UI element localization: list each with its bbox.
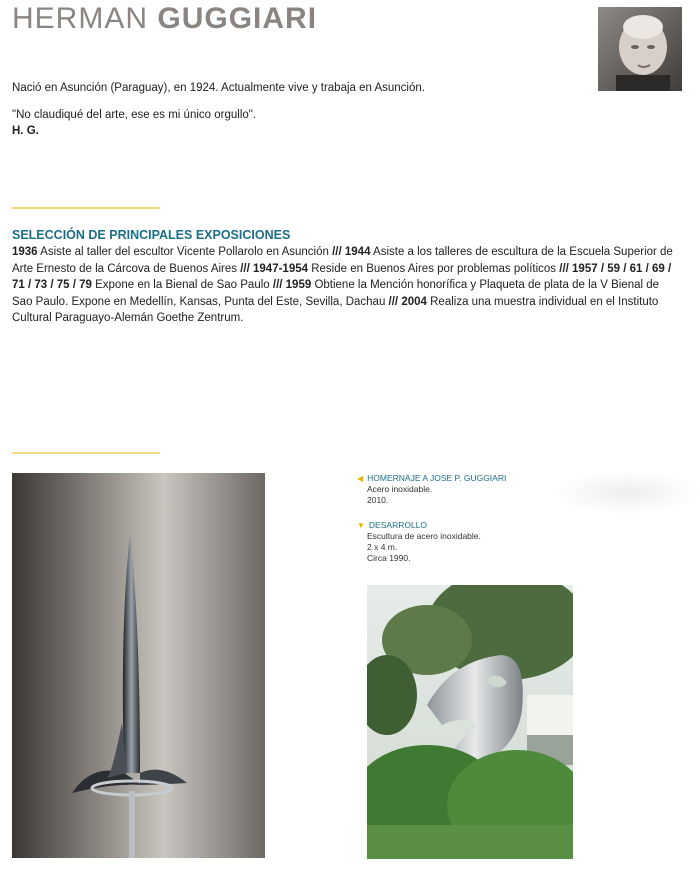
divider bbox=[12, 452, 160, 454]
artist-portrait-photo bbox=[598, 7, 682, 91]
scan-smudge bbox=[552, 470, 700, 515]
exhibition-text: Asiste al taller del escultor Vicente Pollarolo en Asunción bbox=[37, 246, 333, 258]
exhibition-year: 1947-1954 bbox=[249, 262, 309, 275]
caption-homenaje bbox=[357, 473, 506, 506]
exhibition-year: 1959 bbox=[282, 279, 312, 291]
exhibition-text: Obtiene la Mención honorífica y Plaqueta de plata de la V Bienal de Sao Paulo. Expone en Medellín, Kansas, Punta del Este, Sevilla, Dachau bbox=[12, 279, 660, 308]
sculpture-photo-homenaje bbox=[12, 473, 265, 858]
caption-desarrollo bbox=[357, 520, 481, 564]
exhibition-text: Expone en la Bienal de Sao Paulo bbox=[91, 279, 273, 291]
artist-first-name: HERMAN bbox=[12, 2, 149, 35]
caption-line: Circa 1990. bbox=[367, 553, 411, 563]
caption-line: Escultura de acero inoxidable. bbox=[367, 531, 481, 541]
quote-signature: H. G. bbox=[12, 125, 39, 137]
separator: /// bbox=[272, 279, 283, 291]
caption-line: Acero inoxidable. bbox=[367, 484, 433, 494]
exhibition-year: 2004 bbox=[398, 295, 427, 308]
birth-text: Nació en Asunción (Paraguay), en 1924. Actualmente vive y trabaja en Asunción. bbox=[12, 82, 425, 94]
separator: /// bbox=[240, 262, 250, 275]
caption-arrow-icon: ▼ bbox=[357, 521, 365, 530]
separator: /// bbox=[559, 262, 569, 275]
page-title bbox=[12, 2, 317, 36]
caption-title: DESARROLLO bbox=[368, 520, 428, 530]
separator: /// bbox=[332, 246, 342, 258]
separator: /// bbox=[388, 295, 399, 308]
caption-line: 2010. bbox=[367, 495, 389, 505]
caption-title: HOMERNAJE A JOSE P. GUGGIARI bbox=[367, 473, 507, 483]
quote-text: "No claudiqué del arte, ese es mi único orgullo". bbox=[12, 109, 257, 121]
exhibitions-text bbox=[12, 244, 680, 327]
sculpture-photo-desarrollo bbox=[367, 585, 573, 859]
caption-arrow-icon: ◀ bbox=[357, 474, 364, 483]
exhibition-year: 1944 bbox=[341, 246, 371, 258]
section-title: SELECCIÓN DE PRINCIPALES EXPOSICIONES bbox=[12, 228, 291, 242]
exhibition-text: Asiste a los talleres de escultura de la Escuela Superior de Arte Ernesto de la Cárcova de Buenos Aires bbox=[12, 246, 673, 275]
divider bbox=[12, 207, 160, 209]
exhibition-text: Reside en Buenos Aires por problemas políticos bbox=[308, 262, 560, 275]
artist-last-name: GUGGIARI bbox=[157, 2, 318, 35]
exhibition-year: 1936 bbox=[12, 246, 38, 258]
exhibition-text: Realiza una muestra individual en el Instituto Cultural Paraguayo-Alemán Goethe Zentrum. bbox=[12, 295, 659, 324]
caption-line: 2 x 4 m. bbox=[367, 542, 398, 552]
exhibition-year: 1957 / 59 / 61 / 69 / 71 / 73 / 75 / 79 bbox=[12, 262, 672, 291]
